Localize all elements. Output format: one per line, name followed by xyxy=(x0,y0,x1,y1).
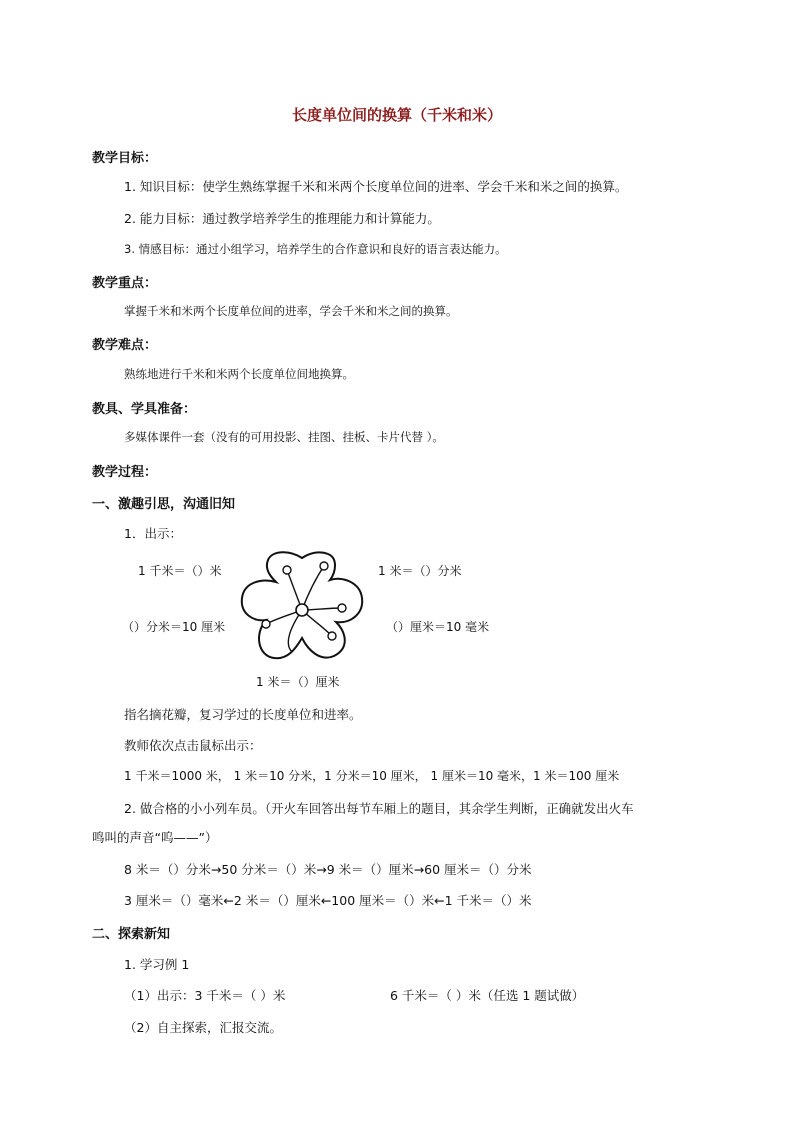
paragraph: 2. 做合格的小小列车员。（开火车回答出每节车厢上的题目，其余学生判断，正确就发出火车 xyxy=(124,801,634,816)
key-points-text: 掌握千米和米两个长度单位间的进率，学会千米和米之间的换算。 xyxy=(124,304,458,318)
difficulties-heading: 教学难点： xyxy=(92,338,158,353)
flower-center xyxy=(296,604,308,616)
paragraph: （2）自主探索，汇报交流。 xyxy=(124,1020,282,1035)
flower-label-mid-right: （）厘米＝10 毫米 xyxy=(386,620,490,634)
difficulties-text: 熟练地进行千米和米两个长度单位间地换算。 xyxy=(124,367,354,381)
show-label: 1．出示： xyxy=(124,526,182,541)
flower-node xyxy=(262,620,270,628)
flower-label-top-left: 1 千米＝（）米 xyxy=(138,564,222,578)
paragraph: 1. 学习例 1 xyxy=(124,957,190,972)
process-heading: 教学过程： xyxy=(92,465,158,480)
paragraph: 6 千米＝（ ）米（任选 1 题试做） xyxy=(390,988,585,1003)
flower-node xyxy=(283,566,291,574)
paragraph: 1 千米＝1000 米， 1 米＝10 分米，1 分米＝10 厘米， 1 厘米＝10 毫米，1 米＝100 厘米 xyxy=(124,769,620,783)
goal-item: 2. 能力目标：通过教学培养学生的推理能力和计算能力。 xyxy=(124,211,440,226)
paragraph: 教师依次点击鼠标出示： xyxy=(124,738,262,753)
flower-label-mid-left: （）分米＝10 厘米 xyxy=(122,620,226,634)
section2-heading: 二、探索新知 xyxy=(92,927,171,942)
key-points-heading: 教学重点： xyxy=(92,276,158,291)
flower-inner-line xyxy=(302,566,324,610)
paragraph: 8 米＝（）分米→50 分米＝（）米→9 米＝（）厘米→60 厘米＝（）分米 xyxy=(124,862,532,877)
flower-node xyxy=(320,562,328,570)
flower-node xyxy=(328,632,336,640)
paragraph: 鸣叫的声音“呜——”） xyxy=(92,830,218,845)
page-title: 长度单位间的换算（千米和米） xyxy=(291,106,502,124)
paragraph: （1）出示：3 千米＝（ ）米 xyxy=(124,988,286,1003)
flower-node xyxy=(338,604,346,612)
paragraph: 指名摘花瓣，复习学过的长度单位和进率。 xyxy=(124,707,362,722)
section1-heading: 一、激趣引思，沟通旧知 xyxy=(92,497,236,512)
goal-item: 1. 知识目标：使学生熟练掌握千米和米两个长度单位间的进率、学会千米和米之间的换算。 xyxy=(124,179,628,194)
flower-diagram xyxy=(232,548,372,672)
goal-item: 3. 情感目标：通过小组学习，培养学生的合作意识和良好的语言表达能力。 xyxy=(124,242,507,256)
flower-label-top-right: 1 米＝（）分米 xyxy=(378,564,462,578)
flower-label-bottom: 1 米＝（）厘米 xyxy=(256,675,340,689)
tools-heading: 教具、学具准备： xyxy=(92,402,197,417)
tools-text: 多媒体课件一套（没有的可用投影、挂图、挂板、卡片代替 ）。 xyxy=(124,430,444,444)
goals-heading: 教学目标： xyxy=(92,151,158,166)
paragraph: 3 厘米＝（）毫米←2 米＝（）厘米←100 厘米＝（）米←1 千米＝（）米 xyxy=(124,893,532,908)
